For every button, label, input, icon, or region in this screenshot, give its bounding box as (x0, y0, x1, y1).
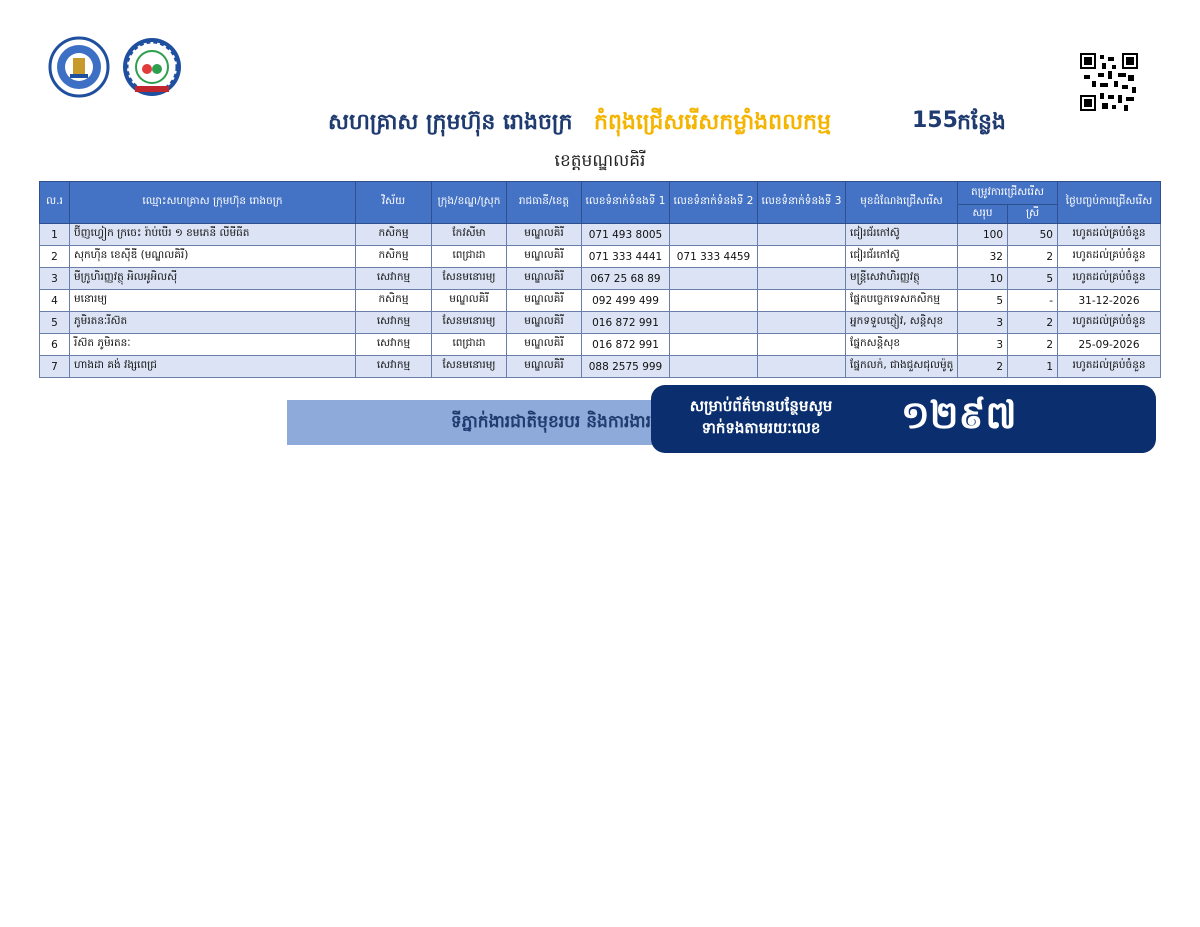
cell-deadline: 25-09-2026 (1058, 334, 1161, 356)
cell-phone1: 088 2575 999 (582, 356, 670, 378)
cell-no: 5 (40, 312, 70, 334)
cell-total: 5 (958, 290, 1008, 312)
hotline-text (671, 395, 851, 439)
title-main: សហគ្រាស ក្រុមហ៊ុន រោងចក្រ (328, 110, 573, 135)
cell-female: 1 (1008, 356, 1058, 378)
province-subtitle: ខេត្តមណ្ឌលគិរី (554, 151, 646, 171)
cell-phone2 (670, 290, 758, 312)
jobs-table (39, 181, 1161, 378)
cell-phone2 (670, 224, 758, 246)
cell-district: ពេជ្រាដា (432, 334, 507, 356)
cell-district: សែនមនោរម្យ (432, 268, 507, 290)
cell-no: 4 (40, 290, 70, 312)
cell-province: មណ្ឌលគិរី (507, 268, 582, 290)
cell-sector: កសិកម្ម (356, 290, 432, 312)
hotline-banner (651, 385, 1156, 453)
hotline-line2: ទាក់ទងតាមរយៈលេខ (701, 419, 821, 437)
header-deadline: ថ្ងៃបញ្ចប់ការជ្រើសរើស (1058, 182, 1161, 224)
table-row (40, 268, 1161, 290)
cell-phone3 (758, 290, 846, 312)
cell-no: 3 (40, 268, 70, 290)
cell-female: 2 (1008, 312, 1058, 334)
cell-district: មណ្ឌលគិរី (432, 290, 507, 312)
header-phone2: លេខទំនាក់ទំនងទី 2 (670, 182, 758, 224)
cell-no: 6 (40, 334, 70, 356)
header-sector: វិស័យ (356, 182, 432, 224)
cell-total: 3 (958, 312, 1008, 334)
cell-position: ផ្នែកសន្តិសុខ (846, 334, 958, 356)
cell-province: មណ្ឌលគិរី (507, 246, 582, 268)
header-province: រាជធានី/ខេត្ត (507, 182, 582, 224)
hotline-number: ១២៩៧ (901, 393, 1017, 437)
cell-sector: សេវាកម្ម (356, 334, 432, 356)
cell-position: អ្នកទទួលភ្ញៀវ, សន្តិសុខ (846, 312, 958, 334)
header-female: ស្រី (1008, 205, 1058, 224)
cell-name: សុកហ៊ីន ខេស៊ីឌី (មណ្ឌលគិរី) (70, 246, 356, 268)
cell-phone2: 071 333 4459 (670, 246, 758, 268)
cell-name: ហាងដា គង់ វង្សពេជ្រ (70, 356, 356, 378)
cell-phone1: 071 333 4441 (582, 246, 670, 268)
cell-female: 50 (1008, 224, 1058, 246)
cell-name: មនោរម្យ (70, 290, 356, 312)
cell-phone3 (758, 312, 846, 334)
cell-deadline: រហូតដល់គ្រប់ចំនួន (1058, 312, 1161, 334)
header-name: ឈ្មោះសហគ្រាស ក្រុមហ៊ុន រោងចក្រ (70, 182, 356, 224)
cell-position: ជៀរជ័រកៅស៊ូ (846, 224, 958, 246)
cell-phone1: 016 872 991 (582, 312, 670, 334)
title-recruiting: កំពុងជ្រើសរើសកម្លាំងពលកម្ម (594, 110, 831, 135)
cell-phone3 (758, 224, 846, 246)
cell-phone1: 016 872 991 (582, 334, 670, 356)
cell-female: 2 (1008, 334, 1058, 356)
agency-gear-logo-icon (121, 36, 183, 98)
cell-phone2 (670, 312, 758, 334)
header-no: ល.រ (40, 182, 70, 224)
cell-deadline: រហូតដល់គ្រប់ចំនួន (1058, 356, 1161, 378)
cell-deadline: រហូតដល់គ្រប់ចំនួន (1058, 268, 1161, 290)
cell-phone3 (758, 356, 846, 378)
cell-district: កែវសីមា (432, 224, 507, 246)
cell-province: មណ្ឌលគិរី (507, 312, 582, 334)
cell-province: មណ្ឌលគិរី (507, 290, 582, 312)
cell-phone3 (758, 268, 846, 290)
cell-phone1: 071 493 8005 (582, 224, 670, 246)
table-row (40, 312, 1161, 334)
agency-banner (287, 400, 681, 445)
cell-total: 10 (958, 268, 1008, 290)
cell-position: ផ្នែកបច្ចេកទេសកសិកម្ម (846, 290, 958, 312)
cell-phone2 (670, 334, 758, 356)
table-row (40, 246, 1161, 268)
cell-province: មណ្ឌលគិរី (507, 356, 582, 378)
cell-no: 2 (40, 246, 70, 268)
cell-deadline: 31-12-2026 (1058, 290, 1161, 312)
cell-sector: កសិកម្ម (356, 224, 432, 246)
cell-no: 1 (40, 224, 70, 246)
qr-code-icon (1080, 53, 1138, 111)
cell-phone2 (670, 268, 758, 290)
page-title (0, 108, 1200, 140)
header-total: សរុប (958, 205, 1008, 224)
title-position-count: 155 (912, 108, 958, 133)
cell-deadline: រហូតដល់គ្រប់ចំនួន (1058, 224, 1161, 246)
cell-position: ជៀរជ័រកៅស៊ូ (846, 246, 958, 268)
cell-total: 3 (958, 334, 1008, 356)
cell-phone1: 092 499 499 (582, 290, 670, 312)
header-district: ក្រុង/ខណ្ឌ/ស្រុក (432, 182, 507, 224)
cell-no: 7 (40, 356, 70, 378)
cell-province: មណ្ឌលគិរី (507, 224, 582, 246)
table-row (40, 334, 1161, 356)
cell-phone2 (670, 356, 758, 378)
cell-female: 5 (1008, 268, 1058, 290)
title-unit: កន្លែង (957, 110, 1006, 135)
cell-total: 2 (958, 356, 1008, 378)
cell-sector: សេវាកម្ម (356, 268, 432, 290)
agency-name: ទីភ្នាក់ងារជាតិមុខរបរ និងការងារ (450, 412, 651, 432)
cell-position: ផ្នែកលក់, ជាងជួសជុលម៉ូតូ (846, 356, 958, 378)
cell-total: 100 (958, 224, 1008, 246)
cell-name: ប៊ីញហ្វៀក ក្រចេះ រ៉ាប់បើរ ១ ខមភេនី លីមីធីត (70, 224, 356, 246)
cell-sector: សេវាកម្ម (356, 312, 432, 334)
table-row (40, 224, 1161, 246)
cell-district: ពេជ្រាដា (432, 246, 507, 268)
table-row (40, 356, 1161, 378)
cell-female: - (1008, 290, 1058, 312)
header-need: តម្រូវការជ្រើសរើស (958, 182, 1058, 205)
cell-deadline: រហូតដល់គ្រប់ចំនួន (1058, 246, 1161, 268)
header-phone1: លេខទំនាក់ទំនងទី 1 (582, 182, 670, 224)
ministry-logo-icon (48, 36, 110, 98)
cell-province: មណ្ឌលគិរី (507, 334, 582, 356)
cell-sector: សេវាកម្ម (356, 356, 432, 378)
hotline-line1: សម្រាប់ព័ត៌មានបន្ថែមសូម (689, 397, 833, 415)
cell-total: 32 (958, 246, 1008, 268)
table-row (40, 290, 1161, 312)
cell-phone1: 067 25 68 89 (582, 268, 670, 290)
cell-name: រីស៊ត ភូមិរតនៈ (70, 334, 356, 356)
cell-position: មន្ត្រីសេវាហិរញ្ញវត្ថុ (846, 268, 958, 290)
cell-phone3 (758, 334, 846, 356)
header-phone3: លេខទំនាក់ទំនងទី 3 (758, 182, 846, 224)
cell-sector: កសិកម្ម (356, 246, 432, 268)
cell-district: សែនមនោរម្យ (432, 356, 507, 378)
cell-female: 2 (1008, 246, 1058, 268)
cell-name: ភូមិរតនៈរីស៊ត (70, 312, 356, 334)
header-position: មុខដំណែងជ្រើសរើស (846, 182, 958, 224)
cell-name: មីក្រូហិរញ្ញវត្ថុ អិលអូអិលស៊ី (70, 268, 356, 290)
cell-district: សែនមនោរម្យ (432, 312, 507, 334)
cell-phone3 (758, 246, 846, 268)
